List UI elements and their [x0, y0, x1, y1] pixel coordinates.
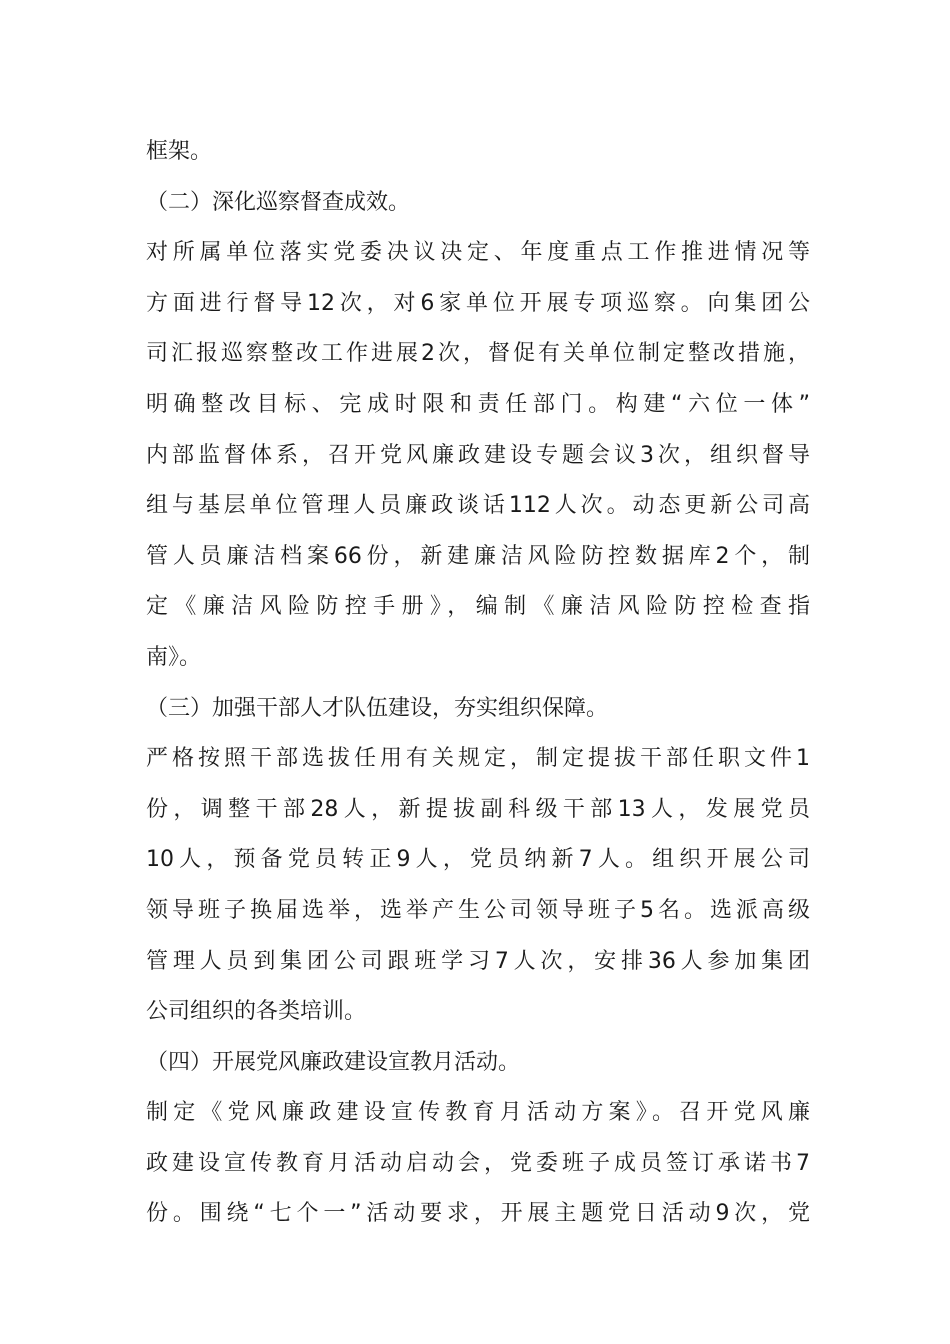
text-line: 对所属单位落实党委决议决定、年度重点工作推进情况等	[146, 240, 810, 266]
text-line: 内部监督体系，召开党风廉政建设专题会议3次，组织督导	[146, 442, 810, 468]
text-line: 管人员廉洁档案66份，新建廉洁风险防控数据库2个，制	[146, 543, 810, 569]
text-line: 公司组织的各类培训。	[146, 999, 367, 1025]
section-heading: （三）加强干部人才队伍建设，夯实组织保障。	[146, 695, 609, 721]
text-line: 南》。	[146, 644, 202, 670]
text-line: 管理人员到集团公司跟班学习7人次，安排36人参加集团	[146, 948, 810, 974]
section-heading: （二）深化巡察督查成效。	[146, 189, 411, 215]
text-line: 制定《党风廉政建设宣传教育月活动方案》。召开党风廉	[146, 1100, 810, 1126]
text-line: 明确整改目标、完成时限和责任部门。构建“六位一体”	[146, 391, 810, 417]
text-line: 框架。	[146, 139, 213, 164]
text-line: 领导班子换届选举，选举产生公司领导班子5名。选派高级	[146, 897, 810, 923]
text-line: 10人，预备党员转正9人，党员纳新7人。组织开展公司	[146, 847, 810, 873]
section-heading: （四）开展党风廉政建设宣教月活动。	[146, 1049, 521, 1075]
text-line: 方面进行督导12次，对6家单位开展专项巡察。向集团公	[146, 290, 810, 316]
text-line: 政建设宣传教育月活动启动会，党委班子成员签订承诺书7	[146, 1150, 810, 1176]
text-line: 定《廉洁风险防控手册》，编制《廉洁风险防控检查指	[146, 594, 810, 620]
text-line: 份。围绕“七个一”活动要求，开展主题党日活动9次，党	[146, 1201, 810, 1227]
text-line: 组与基层单位管理人员廉政谈话112人次。动态更新公司高	[146, 493, 810, 519]
text-line: 严格按照干部选拔任用有关规定，制定提拔干部任职文件1	[146, 746, 810, 772]
text-line: 份，调整干部28人，新提拔副科级干部13人，发展党员	[146, 796, 810, 822]
document-body	[146, 127, 810, 1240]
text-line: 司汇报巡察整改工作进展2次，督促有关单位制定整改措施，	[146, 341, 810, 367]
